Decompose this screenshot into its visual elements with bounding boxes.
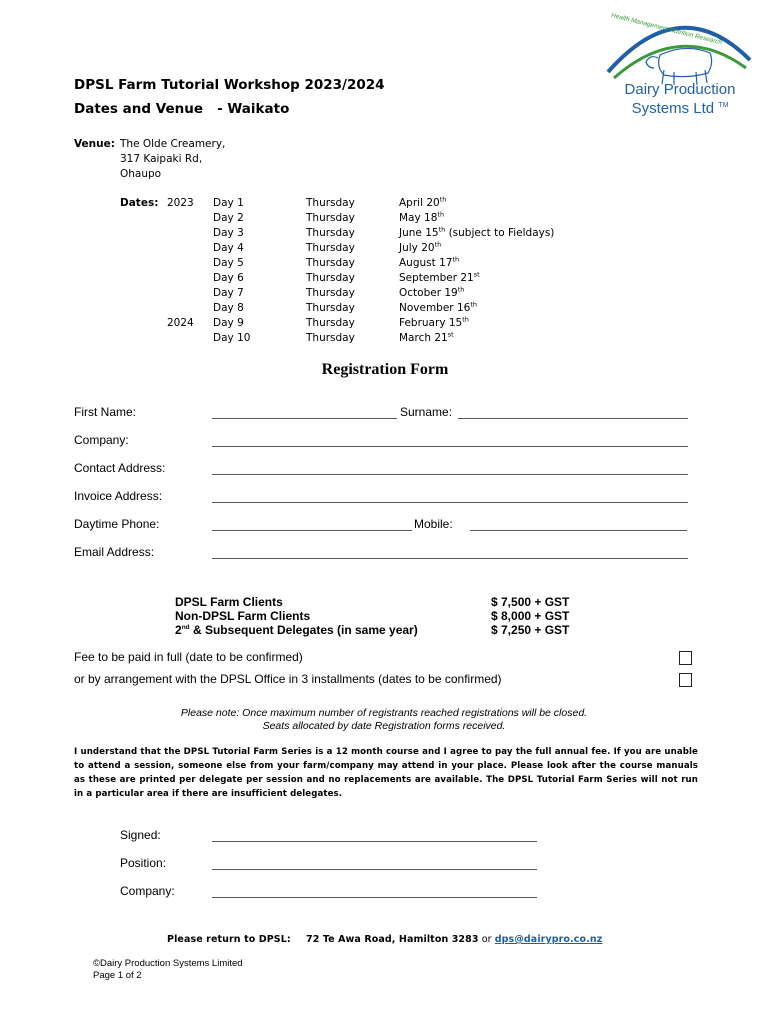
registration-note-line1: Please note: Once maximum number of registrants reached registrations will be closed. [180, 707, 588, 719]
session-date-suffix: st [473, 270, 480, 279]
session-date-text: June 15 [399, 227, 439, 239]
day-label: Day 2 [213, 212, 244, 224]
invoice-address-label: Invoice Address: [74, 489, 163, 503]
venue-label: Venue: [74, 138, 115, 150]
session-date [399, 316, 554, 331]
session-date-suffix: th [452, 255, 460, 264]
payment-installments-checkbox[interactable] [679, 673, 692, 687]
fee-price-dpsl: $ 7,500 + GST [491, 595, 570, 609]
session-date [399, 196, 554, 211]
session-date-text: August 17 [399, 257, 453, 269]
day-label: Day 6 [213, 272, 244, 284]
terms-paragraph: I understand that the DPSL Tutorial Farm Series is a 12 month course and I agree to pay the full annual fee. If you are unable to attend a session, someone else from your farm/company may attend in your place. Please look after the course manuals as these are printed per delegate per session and no replacements are available. The DPSL Tutorial Farm Series will not run in a particular area if there are insufficient delegates. [74, 747, 698, 799]
return-label: Please return to DPSL: [167, 934, 291, 945]
session-date-text: March 21 [399, 332, 448, 344]
session-date-text: July 20 [399, 242, 435, 254]
fee-label-non-dpsl: Non-DPSL Farm Clients [175, 609, 311, 623]
email-label: Email Address: [74, 545, 155, 559]
day-label: Day 1 [213, 197, 244, 209]
return-address: 72 Te Awa Road, Hamilton 3283 [306, 934, 479, 945]
logo-arc-text: Health Management Nutrition Research [610, 12, 723, 47]
year-2023: 2023 [167, 197, 194, 209]
invoice-address-field[interactable] [212, 502, 688, 503]
session-date [399, 226, 554, 241]
signature-company-field[interactable] [212, 897, 537, 898]
venue-line3: Ohaupo [120, 168, 162, 180]
fee-subsequent-text: & Subsequent Delegates (in same year) [189, 623, 418, 637]
year-2024: 2024 [167, 317, 194, 329]
registration-form-title: Registration Form [321, 361, 449, 378]
session-date-text: October 19 [399, 287, 458, 299]
fee-subsequent-prefix: 2 [175, 623, 182, 637]
return-email-link[interactable]: dps@dairypro.co.nz [494, 934, 603, 945]
day-label: Day 4 [213, 242, 244, 254]
dates-label: Dates: [120, 197, 159, 209]
weekday-label: Thursday [306, 332, 355, 344]
surname-field[interactable] [458, 418, 688, 419]
session-date-suffix: th [470, 300, 477, 309]
fee-label-subsequent [175, 623, 418, 637]
position-field[interactable] [212, 869, 537, 870]
weekday-label: Thursday [306, 257, 355, 269]
registration-note-line2: Seats allocated by date Registration forms received. [262, 720, 506, 732]
weekday-label: Thursday [306, 302, 355, 314]
session-date [399, 271, 554, 286]
session-date [399, 211, 554, 226]
session-date [399, 331, 554, 346]
day-label: Day 10 [213, 332, 251, 344]
venue-line1: The Olde Creamery, [120, 138, 226, 150]
fee-label-dpsl: DPSL Farm Clients [175, 595, 283, 609]
position-label: Position: [120, 856, 167, 870]
session-date-suffix: st [447, 330, 454, 339]
company-field[interactable] [212, 446, 688, 447]
fee-price-subsequent: $ 7,250 + GST [491, 623, 570, 637]
signed-field[interactable] [212, 841, 537, 842]
weekday-label: Thursday [306, 317, 355, 329]
daytime-phone-field[interactable] [212, 530, 412, 531]
session-date-text: April 20 [399, 197, 440, 209]
payment-full-checkbox[interactable] [679, 651, 692, 665]
session-date-suffix: th [434, 240, 442, 249]
footer-page-number: Page 1 of 2 [93, 970, 142, 981]
logo-name-line2: Systems Ltd [631, 100, 715, 117]
first-name-field[interactable] [212, 418, 397, 419]
day-column [213, 196, 250, 346]
session-date-note: (subject to Fieldays) [445, 227, 555, 239]
return-address-line [306, 933, 602, 947]
contact-address-label: Contact Address: [74, 461, 166, 475]
page-subtitle: Dates and Venue - Waikato [74, 101, 290, 117]
fee-price-non-dpsl: $ 8,000 + GST [491, 609, 570, 623]
weekday-label: Thursday [306, 212, 355, 224]
payment-option-installments: or by arrangement with the DPSL Office in 3 installments (dates to be confirmed) [74, 672, 502, 686]
session-date-text: September 21 [399, 272, 474, 284]
session-date-text: May 18 [399, 212, 438, 224]
first-name-label: First Name: [74, 405, 137, 419]
session-date-text: November 16 [399, 302, 471, 314]
session-date-suffix: th [439, 195, 447, 204]
day-label: Day 8 [213, 302, 244, 314]
signature-company-label: Company: [120, 884, 175, 898]
session-date [399, 286, 554, 301]
day-label: Day 9 [213, 317, 244, 329]
page-title: DPSL Farm Tutorial Workshop 2023/2024 [74, 77, 385, 93]
session-date [399, 241, 554, 256]
weekday-label: Thursday [306, 197, 355, 209]
day-label: Day 5 [213, 257, 244, 269]
weekday-column [306, 196, 355, 346]
day-label: Day 3 [213, 227, 244, 239]
daytime-phone-label: Daytime Phone: [74, 517, 160, 531]
weekday-label: Thursday [306, 272, 355, 284]
session-date-suffix: th [437, 210, 445, 219]
weekday-label: Thursday [306, 287, 355, 299]
session-date-suffix: th [462, 315, 469, 324]
date-column [399, 196, 554, 346]
logo-name-line1: Dairy Production [624, 81, 736, 98]
fee-subsequent-sup: nd [181, 624, 190, 631]
weekday-label: Thursday [306, 242, 355, 254]
company-label: Company: [74, 433, 129, 447]
surname-label: Surname: [400, 405, 453, 419]
session-date-text: February 15 [399, 317, 463, 329]
session-date-suffix: th [438, 225, 446, 234]
return-or: or [478, 934, 495, 945]
logo-tm: TM [718, 102, 729, 109]
footer-copyright: ©Dairy Production Systems Limited [93, 958, 243, 969]
session-date [399, 301, 554, 316]
mobile-field[interactable] [470, 530, 687, 531]
venue-line2: 317 Kaipaki Rd, [120, 153, 203, 165]
day-label: Day 7 [213, 287, 244, 299]
payment-option-full: Fee to be paid in full (date to be confirmed) [74, 650, 303, 664]
logo-name [605, 82, 755, 117]
contact-address-field[interactable] [212, 474, 688, 475]
mobile-label: Mobile: [414, 517, 453, 531]
signed-label: Signed: [120, 828, 161, 842]
email-field[interactable] [212, 558, 688, 559]
session-date-suffix: th [457, 285, 465, 294]
session-date [399, 256, 554, 271]
weekday-label: Thursday [306, 227, 355, 239]
